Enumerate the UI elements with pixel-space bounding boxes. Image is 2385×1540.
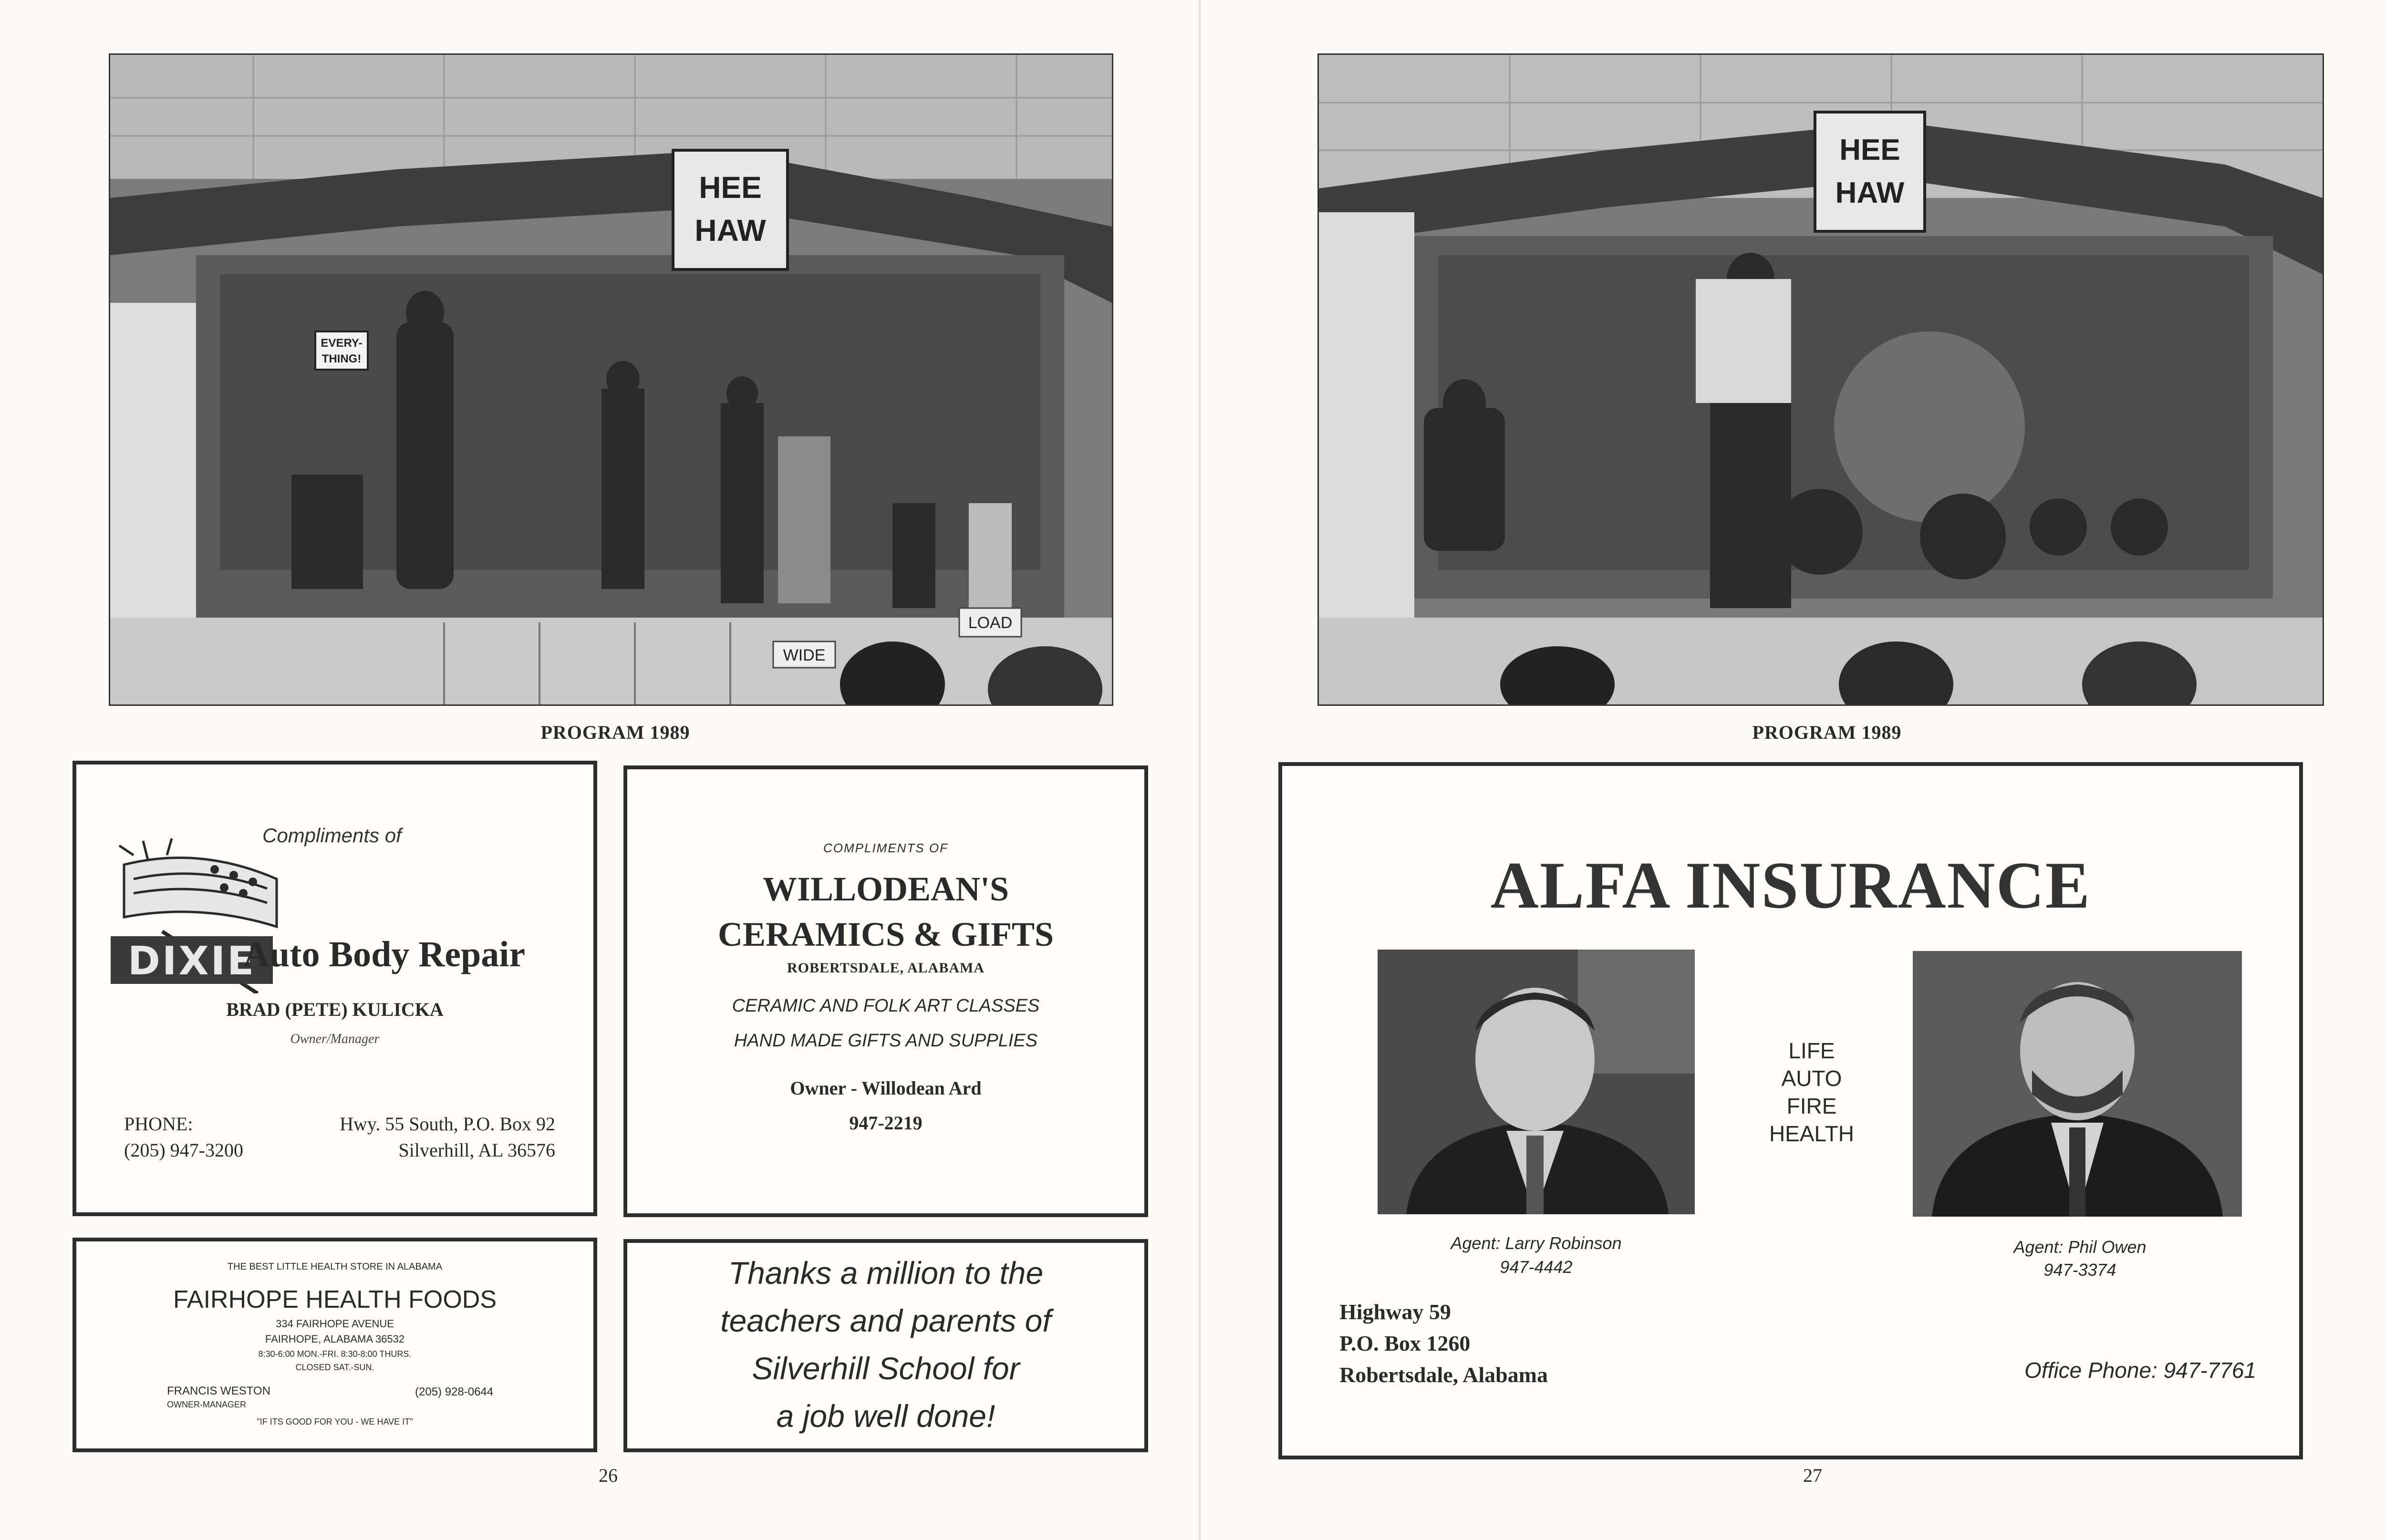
dixie-owner-name: BRAD (PETE) KULICKA [226,999,444,1020]
fairhope-closed: CLOSED SAT.-SUN. [295,1363,374,1372]
thanks-silverhill-ad [623,1239,1148,1452]
hee-haw-sign-bottom: HAW [695,213,766,248]
agent-1-phone: 947-4442 [1500,1257,1573,1277]
thanks-line-1: Thanks a million to the [728,1255,1044,1291]
alfa-title: ALFA INSURANCE [1490,848,2091,922]
wide-stage-sign: WIDE [783,646,826,664]
page-fold [1198,0,1201,1540]
fairhope-address-2: FAIRHOPE, ALABAMA 36532 [265,1333,405,1345]
dixie-logo-text: DIXIE [127,939,256,984]
fairhope-tagline: THE BEST LITTLE HEALTH STORE IN ALABAMA [227,1261,443,1272]
willodean-owner: Owner - Willodean Ard [790,1077,982,1099]
agent-phil-owen-photo [1913,951,2242,1217]
dixie-address-1: Hwy. 55 South, P.O. Box 92 [340,1113,555,1135]
willodean-name-line-1: WILLODEAN'S [762,870,1009,908]
fairhope-phone: (205) 928-0644 [415,1385,494,1398]
fairhope-hours: 8:30-6:00 MON.-FRI. 8:30-8:00 THURS. [258,1349,412,1359]
dixie-compliments: Compliments of [262,824,402,847]
load-sign: LOAD [968,614,1013,632]
fairhope-store-name: FAIRHOPE HEALTH FOODS [173,1286,497,1313]
hee-haw-stage-photo-right [1317,53,2324,706]
dixie-address-2: Silverhill, AL 36576 [398,1139,555,1161]
alfa-insurance-ad [1278,762,2303,1459]
hee-haw-stage-photo-left [109,53,1113,706]
willodean-compliments: COMPLIMENTS OF [823,841,948,855]
fairhope-owner: FRANCIS WESTON [167,1385,270,1397]
fairhope-owner-title: OWNER-MANAGER [167,1400,246,1409]
fairhope-health-foods-ad [73,1238,597,1452]
thanks-line-2: teachers and parents of [720,1303,1051,1338]
agent-2-name: Agent: Phil Owen [2013,1237,2146,1257]
willodean-name-line-2: CERAMICS & GIFTS [717,915,1054,953]
everything-placard-bottom: THING! [321,352,362,365]
photo-caption-right: PROGRAM 1989 [1752,722,1902,743]
willodean-classes: CERAMIC AND FOLK ART CLASSES [732,996,1040,1016]
dixie-phone: (205) 947-3200 [124,1139,243,1161]
willodean-location: ROBERTSDALE, ALABAMA [787,960,985,976]
dixie-owner-title: Owner/Manager [290,1032,380,1046]
agent-2-phone: 947-3374 [2043,1260,2116,1280]
alfa-service-health: HEALTH [1769,1121,1855,1146]
alfa-address-line-2: P.O. Box 1260 [1339,1331,1471,1355]
alfa-address-line-3: Robertsdale, Alabama [1339,1363,1548,1387]
dixie-auto-body-ad [73,761,597,1216]
hee-haw-sign-top: HEE [699,170,762,205]
willodean-ceramics-ad [623,765,1148,1217]
alfa-service-life: LIFE [1788,1038,1835,1063]
willodean-phone: 947-2219 [849,1112,923,1134]
photo-caption-left: PROGRAM 1989 [540,722,690,743]
page-number-left: 26 [599,1465,618,1486]
dixie-phone-label: PHONE: [124,1113,193,1135]
dixie-business-name: Auto Body Repair [243,934,526,974]
thanks-line-4: a job well done! [776,1398,995,1434]
fairhope-address-1: 334 FAIRHOPE AVENUE [276,1318,394,1330]
alfa-service-fire: FIRE [1786,1094,1837,1118]
page-number-right: 27 [1803,1465,1822,1486]
thanks-line-3: Silverhill School for [752,1351,1020,1386]
alfa-service-auto: AUTO [1781,1066,1842,1091]
willodean-gifts: HAND MADE GIFTS AND SUPPLIES [734,1031,1038,1051]
alfa-address-line-1: Highway 59 [1339,1300,1451,1324]
hee-haw-sign-right-top: HEE [1839,134,1900,166]
agent-larry-robinson-photo [1378,950,1695,1214]
alfa-office-phone: Office Phone: 947-7761 [2024,1358,2256,1383]
everything-placard-top: EVERY- [321,337,363,350]
hee-haw-sign-right-bottom: HAW [1835,176,1905,209]
agent-1-name: Agent: Larry Robinson [1451,1233,1622,1253]
fairhope-slogan: "IF ITS GOOD FOR YOU - WE HAVE IT" [257,1417,413,1426]
